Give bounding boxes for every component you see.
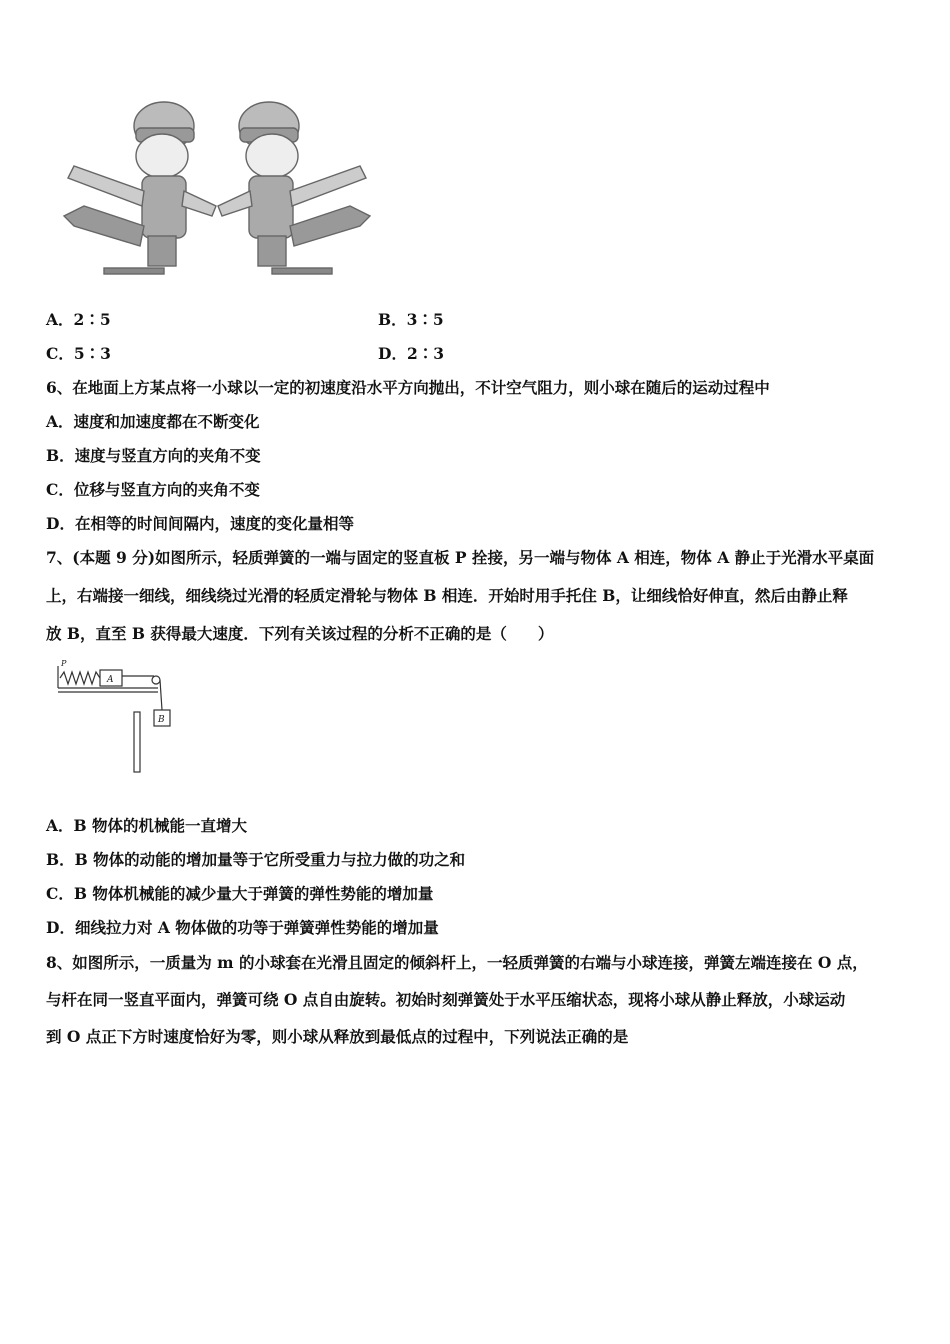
q6-option-b: B．速度与竖直方向的夹角不变 (46, 446, 261, 465)
q7-option-b: B．B 物体的动能的增加量等于它所受重力与拉力做的功之和 (46, 850, 466, 869)
q8-stem-line-3: 到 O 点正下方时速度恰好为零，则小球从释放到最低点的过程中，下列说法正确的是 (46, 1027, 629, 1046)
q6-stem: 6、在地面上方某点将一小球以一定的初速度沿水平方向抛出，不计空气阻力，则小球在随后的运动过程中 (46, 378, 770, 397)
q8-stem-line-1: 8、如图所示，一质量为 m 的小球套在光滑且固定的倾斜杆上，一轻质弹簧的右端与小球连接，弹簧左端连接在 O 点， (46, 953, 868, 972)
q7-option-d: D．细线拉力对 A 物体做的功等于弹簧弹性势能的增加量 (46, 918, 439, 937)
q5-option-b: B．3∶5 (378, 310, 444, 329)
skaters-figure (44, 96, 386, 280)
spring-pulley-figure (50, 658, 180, 774)
label-b: B (158, 715, 165, 725)
q7-option-c: C．B 物体机械能的减少量大于弹簧的弹性势能的增加量 (46, 884, 434, 903)
q6-option-a: A．速度和加速度都在不断变化 (46, 412, 260, 431)
label-p: P (61, 659, 67, 668)
q7-stem-line-1: 7、(本题 9 分)如图所示，轻质弹簧的一端与固定的竖直板 P 拴接，另一端与物体 A 相连，物体 A 静止于光滑水平桌面 (46, 548, 875, 567)
label-a: A (107, 675, 114, 685)
q7-option-a: A．B 物体的机械能一直增大 (46, 816, 248, 835)
q8-stem-line-2: 与杆在同一竖直平面内，弹簧可绕 O 点自由旋转。初始时刻弹簧处于水平压缩状态，现将小球从静止释放，小球运动 (46, 990, 846, 1009)
q5-option-c: C．5∶3 (46, 344, 111, 363)
q7-stem-line-3: 放 B，直至 B 获得最大速度．下列有关该过程的分析不正确的是（ ） (46, 624, 554, 643)
q5-option-a: A．2∶5 (46, 310, 111, 329)
q6-option-c: C．位移与竖直方向的夹角不变 (46, 480, 260, 499)
q7-stem-line-2: 上，右端接一细线，细线绕过光滑的轻质定滑轮与物体 B 相连．开始时用手托住 B，让细线恰好伸直，然后由静止释 (46, 586, 848, 605)
q5-option-d: D．2∶3 (378, 344, 445, 363)
q6-option-d: D．在相等的时间间隔内，速度的变化量相等 (46, 514, 354, 533)
